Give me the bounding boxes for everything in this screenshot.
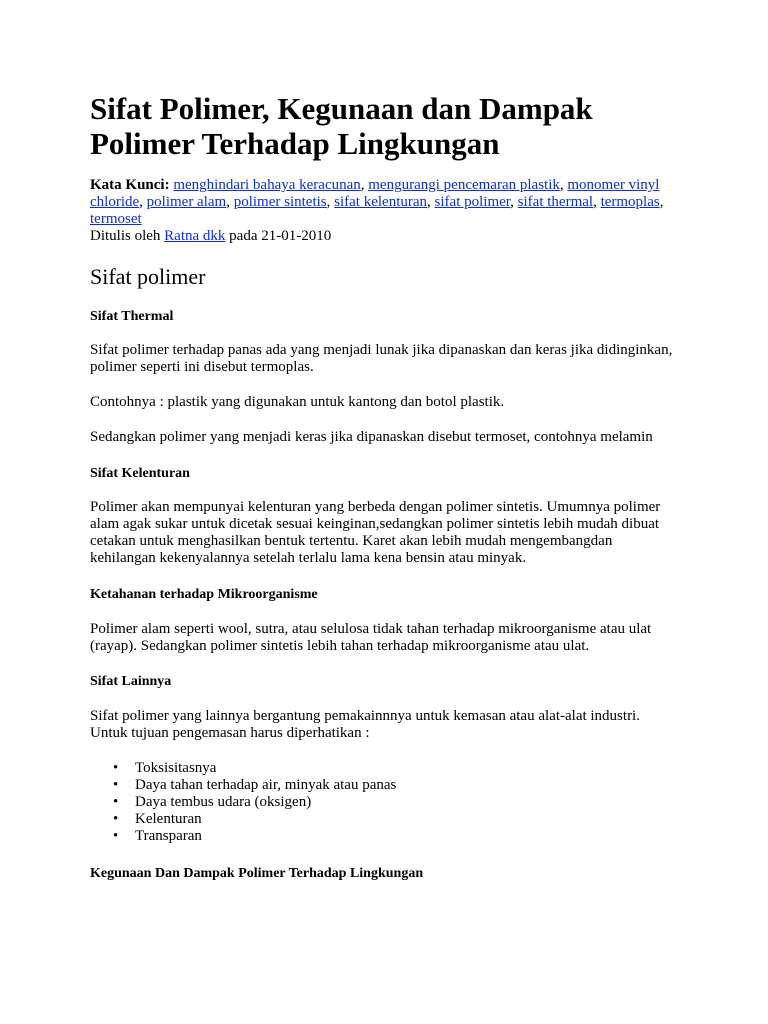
subheading-sifat-kelenturan: Sifat Kelenturan <box>90 466 190 481</box>
paragraph-thermal-example: Contohnya : plastik yang digunakan untuk kantong dan botol plastik. <box>90 394 505 410</box>
keyword-link[interactable]: sifat kelenturan <box>334 194 428 210</box>
list-item-text: Daya tahan terhadap air, minyak atau panas <box>135 777 397 793</box>
keywords-label: Kata Kunci: <box>90 177 170 193</box>
publish-date: pada 21-01-2010 <box>229 228 332 244</box>
list-item <box>90 760 650 777</box>
subheading-sifat-thermal: Sifat Thermal <box>90 309 174 324</box>
text-line: kehilangan kekenyalannya setelah terlalu lama kena bensin atau minyak. <box>90 550 527 566</box>
keyword-link[interactable]: menghindari bahaya keracunan <box>173 177 361 193</box>
list-item-text: Transparan <box>135 828 202 844</box>
text-line: Polimer akan mempunyai kelenturan yang berbeda dengan polimer sintetis. Umumnya polimer <box>90 499 661 515</box>
text-line: Polimer alam seperti wool, sutra, atau selulosa tidak tahan terhadap mikroorganisme atau ulat <box>90 621 652 637</box>
paragraph-thermal-definition <box>90 342 690 376</box>
bullet-icon: • <box>113 794 119 810</box>
list-item <box>90 794 650 811</box>
list-item <box>90 777 650 794</box>
text-line: Sifat polimer yang lainnya bergantung pemakainnnya untuk kemasan atau alat-alat industri. <box>90 708 640 724</box>
keyword-link[interactable]: termoplas <box>600 194 660 210</box>
bullet-icon: • <box>113 828 119 844</box>
bullet-icon: • <box>113 777 119 793</box>
text-line: Sifat polimer terhadap panas ada yang menjadi lunak jika dipanaskan dan keras jika didinginkan, <box>90 342 673 358</box>
keyword-link[interactable]: polimer alam <box>146 194 227 210</box>
bullet-icon: • <box>113 811 119 827</box>
text-line: polimer seperti ini disebut termoplas. <box>90 359 314 375</box>
article-title: Sifat Polimer, Kegunaan dan Dampak Polimer Terhadap Lingkungan <box>90 91 593 161</box>
text-line: Untuk tujuan pengemasan harus diperhatikan : <box>90 725 370 741</box>
text-line: alam agak sukar untuk dicetak sesuai keinginan,sedangkan polimer sintetis lebih mudah dibuat <box>90 516 660 532</box>
author-link[interactable]: Ratna dkk <box>164 228 226 244</box>
byline-prefix: Ditulis oleh <box>90 228 161 244</box>
paragraph-mikroorganisme <box>90 621 690 655</box>
section-heading-sifat-polimer: Sifat polimer <box>90 264 206 289</box>
list-item-text: Kelenturan <box>135 811 202 827</box>
keyword-link[interactable]: mengurangi pencemaran plastik <box>368 177 560 193</box>
subheading-kegunaan-dampak: Kegunaan Dan Dampak Polimer Terhadap Lingkungan <box>90 866 424 881</box>
paragraph-kelenturan <box>90 499 690 567</box>
keyword-link[interactable]: termoset <box>90 211 142 227</box>
keywords-block: Kata Kunci: menghindari bahaya keracunan, mengurangi pencemaran plastik, monomer vinyl chloride, polimer alam, polimer sintetis, sifat kelenturan, sifat polimer, sifat thermal, termoplas, termoset <box>90 177 664 227</box>
keyword-link[interactable]: sifat thermal <box>517 194 594 210</box>
byline <box>90 228 690 245</box>
bullet-icon: • <box>113 760 119 776</box>
subheading-ketahanan-mikroorganisme: Ketahanan terhadap Mikroorganisme <box>90 587 318 602</box>
list-item <box>90 811 650 828</box>
list-item-text: Toksisitasnya <box>135 760 217 776</box>
keyword-link[interactable]: monomer vinyl chloride <box>90 177 660 210</box>
text-line: cetakan untuk menghasilkan bentuk tertentu. Karet akan lebih mudah mengembangdan <box>90 533 613 549</box>
paragraph-termoset: Sedangkan polimer yang menjadi keras jika dipanaskan disebut termoset, contohnya melamin <box>90 429 653 445</box>
packaging-criteria-list <box>90 760 650 845</box>
text-line: (rayap). Sedangkan polimer sintetis lebih tahan terhadap mikroorganisme atau ulat. <box>90 638 590 654</box>
list-item <box>90 828 650 845</box>
keyword-link[interactable]: sifat polimer <box>434 194 511 210</box>
list-item-text: Daya tembus udara (oksigen) <box>135 794 312 810</box>
paragraph-lainnya <box>90 708 690 742</box>
subheading-sifat-lainnya: Sifat Lainnya <box>90 674 172 689</box>
keyword-link[interactable]: polimer sintetis <box>233 194 327 210</box>
